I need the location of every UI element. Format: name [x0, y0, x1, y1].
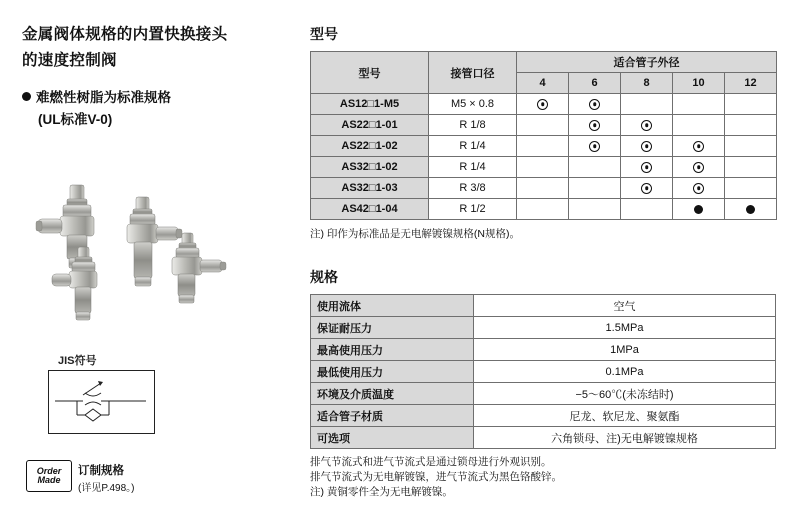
right-column: [310, 24, 776, 501]
page-title: [22, 22, 292, 73]
standard-mark-icon: [693, 141, 704, 152]
mark-cell: [517, 94, 569, 115]
standard-mark-icon: [641, 183, 652, 194]
model-cell: AS22□1-01: [311, 115, 429, 136]
model-cell: AS32□1-02: [311, 157, 429, 178]
port-cell: R 1/4: [429, 157, 517, 178]
mark-cell: [621, 199, 673, 220]
standard-mark-icon: [693, 183, 704, 194]
mark-cell: [517, 136, 569, 157]
spec-footnote-line1: 排气节流式和进气节流式是通过锁母进行外观识别。: [310, 456, 552, 468]
table-row: [311, 115, 777, 136]
solid-mark-icon: [746, 205, 755, 214]
order-made-badge-line1: Order: [36, 465, 62, 476]
standard-mark-icon: [589, 120, 600, 131]
mark-cell: [569, 115, 621, 136]
mark-cell: [569, 178, 621, 199]
mark-cell: [725, 157, 777, 178]
page-title-line2: 的速度控制阀: [22, 51, 117, 69]
table-row: [311, 339, 776, 361]
page-title-line1: 金属阀体规格的内置快换接头: [22, 26, 228, 43]
model-cell: AS12□1-M5: [311, 94, 429, 115]
model-table-header-tube-group: 适合管子外径: [517, 52, 777, 73]
mark-cell: [517, 115, 569, 136]
spec-footnote-line3: 注) 黄铜零件全为无电解镀镍。: [310, 486, 453, 499]
standard-mark-icon: [693, 162, 704, 173]
spec-footnote-line2: 排气节流式为无电解镀镍，进气节流式为黑色铬酸锌。: [310, 471, 562, 484]
mark-cell: [621, 136, 673, 157]
bullet-icon: [22, 92, 31, 101]
spec-value: 尼龙、软尼龙、聚氨酯: [474, 405, 776, 427]
table-row: [311, 199, 777, 220]
spec-label: 适合管子材质: [311, 405, 474, 427]
table-row: [311, 178, 777, 199]
table-row: [311, 157, 777, 178]
spec-value: 1MPa: [474, 339, 776, 361]
solid-mark-icon: [694, 205, 703, 214]
spec-label: 保证耐压力: [311, 317, 474, 339]
spec-section: [310, 267, 776, 501]
model-cell: AS32□1-03: [311, 178, 429, 199]
spec-value: 空气: [474, 295, 776, 317]
jis-symbol-box: [48, 370, 155, 434]
model-table-header-tube-6: 6: [569, 73, 621, 94]
table-row: [311, 383, 776, 405]
mark-cell: [725, 136, 777, 157]
model-table-body: [311, 94, 777, 220]
model-table-header-tube-8: 8: [621, 73, 673, 94]
mark-cell: [621, 157, 673, 178]
spec-table: [310, 294, 776, 449]
port-cell: R 1/4: [429, 136, 517, 157]
product-photo: [30, 175, 290, 345]
mark-cell: [569, 136, 621, 157]
spec-section-heading: 规格: [310, 269, 338, 285]
spec-label: 环境及介质温度: [311, 383, 474, 405]
order-made-title: 订制规格: [78, 465, 124, 477]
model-table-header-port: 接管口径: [429, 52, 517, 94]
mark-cell: [673, 157, 725, 178]
mark-cell: [725, 115, 777, 136]
spec-value: −5～60℃(未冻结时): [474, 383, 776, 405]
mark-cell: [517, 199, 569, 220]
model-section-heading: 型号: [310, 26, 338, 42]
order-made-badge: [26, 460, 72, 492]
table-row: [311, 295, 776, 317]
table-row: [311, 405, 776, 427]
model-table-header-tube-4: 4: [517, 73, 569, 94]
standard-mark-icon: [641, 162, 652, 173]
table-row: [311, 427, 776, 449]
mark-cell: [569, 157, 621, 178]
mark-cell: [673, 136, 725, 157]
table-row: [311, 317, 776, 339]
port-cell: M5 × 0.8: [429, 94, 517, 115]
spec-label: 使用流体: [311, 295, 474, 317]
spec-label: 最低使用压力: [311, 361, 474, 383]
standard-mark-icon: [589, 99, 600, 110]
mark-cell: [621, 178, 673, 199]
model-table-header-tube-12: 12: [725, 73, 777, 94]
model-table-note: 注) 印作为标准品是无电解镀镍规格(N规格)。: [310, 228, 520, 240]
standard-mark-icon: [589, 141, 600, 152]
mark-cell: [673, 199, 725, 220]
spec-label: 最高使用压力: [311, 339, 474, 361]
left-column: [22, 22, 292, 130]
mark-cell: [673, 94, 725, 115]
model-cell: AS22□1-02: [311, 136, 429, 157]
mark-cell: [725, 199, 777, 220]
mark-cell: [621, 115, 673, 136]
spec-label: 可选项: [311, 427, 474, 449]
mark-cell: [621, 94, 673, 115]
mark-cell: [517, 178, 569, 199]
spec-footnotes: [310, 455, 776, 501]
mark-cell: [517, 157, 569, 178]
jis-symbol-icon: [49, 371, 152, 431]
jis-symbol-label: JIS符号: [58, 355, 97, 367]
page-subtitle: [22, 87, 292, 130]
order-made-badge-line2: Made: [37, 475, 61, 485]
model-table-header-tube-10: 10: [673, 73, 725, 94]
mark-cell: [673, 178, 725, 199]
spec-value: 0.1MPa: [474, 361, 776, 383]
standard-mark-icon: [641, 141, 652, 152]
order-made-reference: (详见P.498。): [78, 483, 135, 494]
product-photo-illustration: [30, 175, 290, 350]
mark-cell: [569, 199, 621, 220]
spec-value: 六角锁母、注)无电解镀镍规格: [474, 427, 776, 449]
port-cell: R 3/8: [429, 178, 517, 199]
model-cell: AS42□1-04: [311, 199, 429, 220]
table-row: [311, 361, 776, 383]
standard-mark-icon: [537, 99, 548, 110]
model-table-header-row-1: [311, 52, 777, 73]
mark-cell: [569, 94, 621, 115]
model-table: [310, 51, 777, 220]
table-row: [311, 136, 777, 157]
port-cell: R 1/2: [429, 199, 517, 220]
page-subtitle-line1: 难燃性树脂为标准规格: [36, 90, 171, 106]
spec-value: 1.5MPa: [474, 317, 776, 339]
table-row: [311, 94, 777, 115]
standard-mark-icon: [641, 120, 652, 131]
mark-cell: [725, 94, 777, 115]
port-cell: R 1/8: [429, 115, 517, 136]
mark-cell: [673, 115, 725, 136]
mark-cell: [725, 178, 777, 199]
model-table-header-model: 型号: [311, 52, 429, 94]
page-subtitle-line2: (UL标准V-0): [38, 111, 113, 127]
